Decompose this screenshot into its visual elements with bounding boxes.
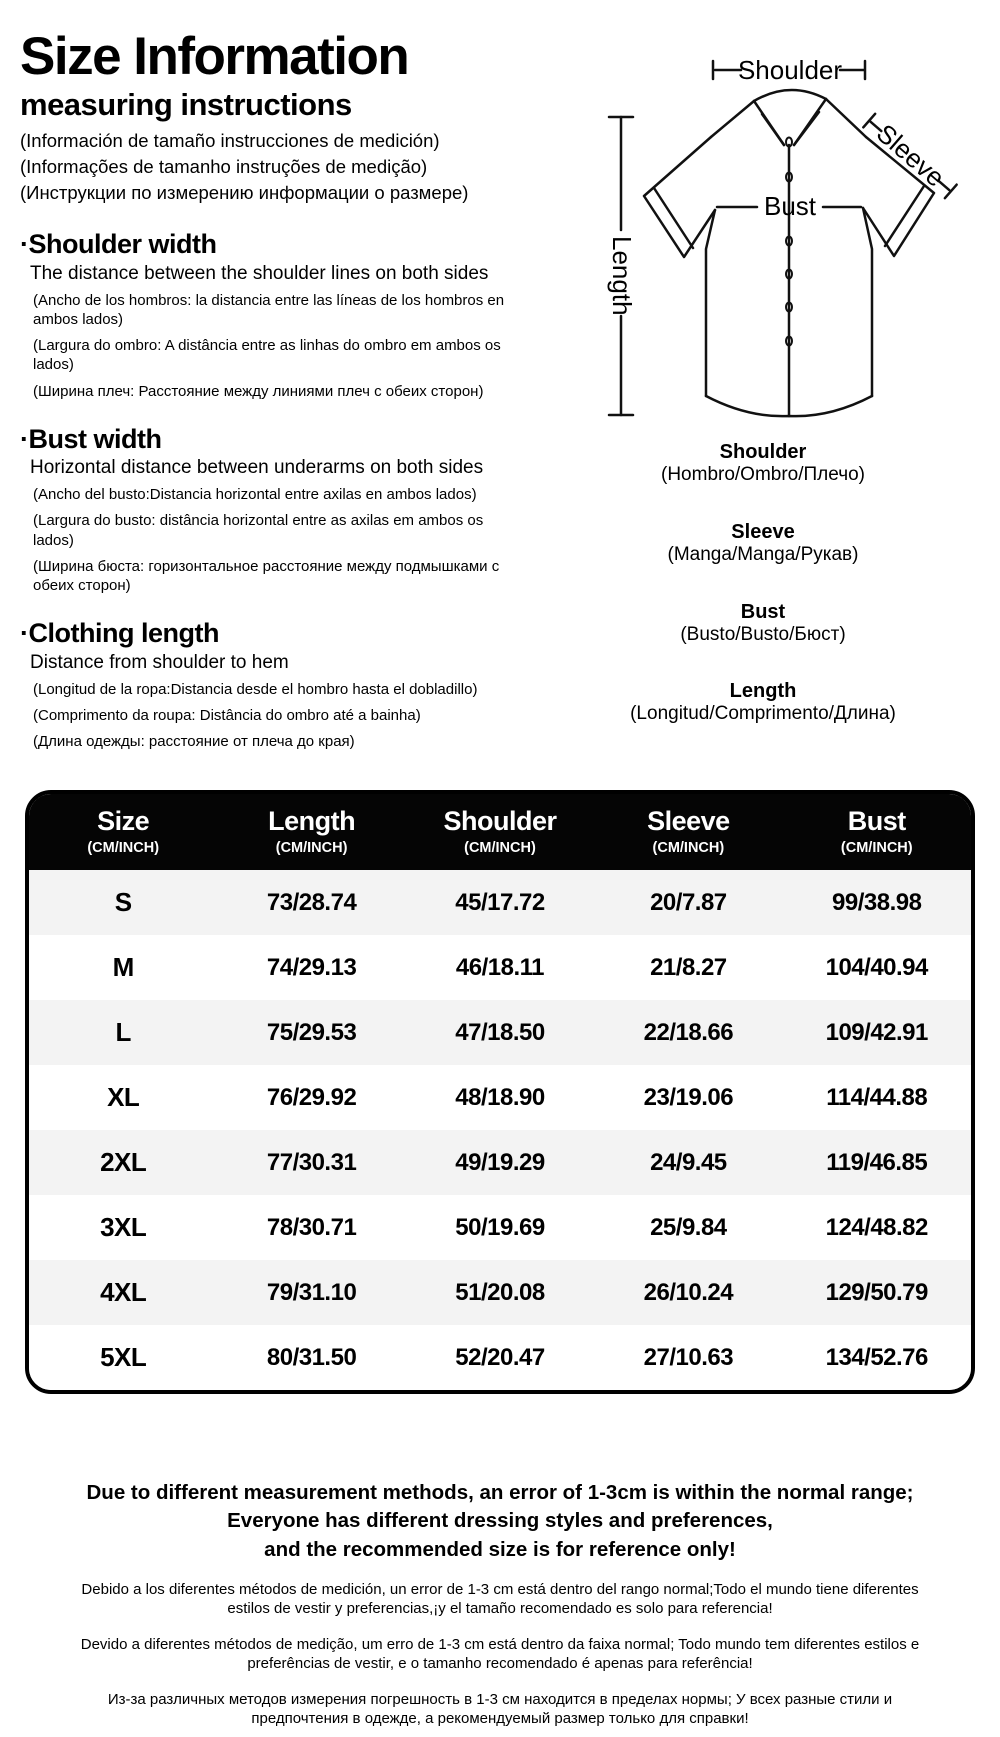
cell-size: 4XL [100,1277,147,1307]
legend-translations: (Longitud/Comprimento/Длина) [630,703,896,725]
column-header-shoulder [406,806,594,856]
cell-length: 78/30.71 [266,1213,357,1241]
cell-sleeve: 24/9.45 [650,1148,727,1176]
disclaimer-line-en: Everyone has different dressing styles and preferences, [227,1509,773,1533]
table-row [29,1195,971,1260]
disclaimer-ru: Из-за различных методов измерения погрешность в 1-3 см находится в пределах нормы; У всех разные стили и предпочтения в одежде, а рекомендуемый размер только для справки! [107,1690,893,1728]
legend-term: Bust [740,600,786,623]
legend-length [543,680,983,726]
diagram-column [525,30,980,725]
title-translation-ru: (Инструкции по измерению информации о размере) [20,182,469,204]
cell-length: 74/29.13 [266,953,357,981]
table-row [29,1325,971,1390]
diagram-sleeve-label: Sleeve [870,117,951,193]
cell-shoulder: 49/19.29 [455,1148,545,1176]
cell-length: 79/31.10 [266,1278,357,1306]
disclaimer-es: Debido a los diferentes métodos de medición, un error de 1-3 cm está dentro del rango normal;Todo el mundo tiene diferentes estilos de vestir y preferencias,¡y el tamaño recomendado es solo para referencia! [81,1580,919,1618]
section-subtitle: Horizontal distance between underarms on both sides [30,457,484,479]
section-translation-pt: (Largura do ombro: A distância entre as linhas do ombro em ambos os lados) [33,337,501,374]
table-row [29,870,971,935]
column-unit: (CM/INCH) [275,840,348,856]
intro-section [0,27,1000,750]
instructions-column [0,27,525,750]
cell-shoulder: 46/18.11 [455,953,545,981]
cell-length: 73/28.74 [266,888,357,916]
section-translation-es: (Longitud de la ropa:Distancia desde el hombro hasta el dobladillo) [33,680,478,698]
cell-shoulder: 51/20.08 [455,1278,545,1306]
legend-translations: (Manga/Manga/Рукав) [667,543,859,565]
cell-shoulder: 45/17.72 [455,888,545,916]
sleeve-measure-line [860,108,961,201]
cell-size: XL [107,1082,140,1112]
column-unit: (CM/INCH) [840,840,913,856]
cell-length: 76/29.92 [266,1083,357,1111]
disclaimer-pt: Devido a diferentes métodos de medição, um erro de 1-3 cm está dentro da faixa normal; Todo mundo tem diferentes estilos e preferências de vestir, e o tamanho recomendado é apenas para referência! [80,1635,920,1673]
title-translation-es: (Información de tamaño instrucciones de medición) [20,129,440,151]
section-title: ·Clothing length [20,618,219,649]
column-label: Sleeve [647,806,730,836]
cell-sleeve: 21/8.27 [650,953,727,981]
cell-bust: 124/48.82 [825,1213,928,1241]
legend-term: Shoulder [719,441,807,463]
column-unit: (CM/INCH) [87,840,160,856]
cell-length: 77/30.31 [266,1148,357,1176]
section-clothing-length [20,619,525,751]
column-label: Length [268,806,356,836]
size-table-header [29,794,971,870]
cell-sleeve: 27/10.63 [643,1343,734,1371]
diagram-legend [543,441,983,726]
cell-sleeve: 26/10.24 [643,1278,734,1306]
cell-shoulder: 47/18.50 [455,1018,545,1046]
section-translation-pt: (Comprimento da roupa: Distância do ombro até a bainha) [33,706,421,724]
section-translation-es: (Ancho del busto:Distancia horizontal entre axilas en ambos lados) [33,486,477,504]
table-row [29,1000,971,1065]
page-title: Size Information [20,27,409,86]
column-unit: (CM/INCH) [464,840,536,856]
cell-size: S [114,887,132,917]
legend-term: Sleeve [731,520,795,543]
disclaimer-section [0,1479,1000,1729]
section-translation-ru: (Ширина бюста: горизонтальное расстояние между подмышками с обеих сторон) [33,557,500,594]
section-subtitle: The distance between the shoulder lines on both sides [30,263,489,285]
page-subtitle: measuring instructions [20,87,352,122]
cell-length: 75/29.53 [266,1018,357,1046]
cell-bust: 134/52.76 [825,1343,928,1371]
legend-shoulder [543,441,983,487]
diagram-shoulder-label: Shoulder [737,55,843,85]
cell-size: 2XL [100,1147,147,1177]
shirt-diagram [543,44,983,429]
diagram-bust-label: Bust [763,191,817,221]
disclaimer-line-en: and the recommended size is for reference only! [264,1537,736,1561]
legend-term: Length [729,680,797,703]
section-translation-ru: (Ширина плеч: Расстояние между линиями плеч с обеих сторон) [33,382,484,400]
cell-bust: 119/46.85 [826,1148,928,1176]
cell-shoulder: 50/19.69 [455,1213,545,1241]
cell-bust: 104/40.94 [825,953,928,981]
legend-bust [543,601,983,647]
cell-bust: 99/38.98 [832,888,922,916]
cell-size: M [112,952,134,982]
size-table [25,790,975,1394]
table-row [29,1260,971,1325]
table-row [29,935,971,1000]
column-unit: (CM/INCH) [652,840,725,856]
section-subtitle: Distance from shoulder to hem [30,651,289,673]
section-title: ·Shoulder width [20,229,217,260]
legend-sleeve [543,521,983,567]
column-header-sleeve [594,806,782,856]
section-bust-width [20,425,525,595]
column-label: Shoulder [443,806,557,836]
section-translation-es: (Ancho de los hombros: la distancia entre las líneas de los hombros en ambos lados) [33,291,505,328]
section-translation-pt: (Largura do busto: distância horizontal entre as axilas em ambos os lados) [33,512,484,549]
cell-size: L [115,1017,131,1047]
legend-translations: (Hombro/Ombro/Плечо) [661,464,865,485]
section-translation-ru: (Длина одежды: расстояние от плеча до края) [33,732,355,750]
column-label: Bust [847,806,906,836]
section-shoulder-width [20,230,525,400]
section-title: ·Bust width [20,423,162,454]
cell-length: 80/31.50 [266,1343,357,1371]
column-header-size [29,806,217,856]
table-row [29,1065,971,1130]
legend-translations: (Busto/Busto/Бюст) [680,623,846,645]
diagram-length-label: Length [607,236,637,316]
cell-size: 5XL [100,1342,147,1372]
cell-bust: 109/42.91 [825,1018,928,1046]
cell-shoulder: 52/20.47 [455,1343,545,1371]
column-header-length [217,806,405,856]
cell-sleeve: 23/19.06 [643,1083,734,1111]
cell-shoulder: 48/18.90 [455,1083,545,1111]
cell-sleeve: 25/9.84 [650,1213,727,1241]
title-translation-pt: (Informações de tamanho instruções de medição) [20,155,428,177]
column-header-bust [783,806,971,856]
cell-bust: 129/50.79 [825,1278,928,1306]
disclaimer-line-en: Due to different measurement methods, an error of 1-3cm is within the normal range; [86,1481,914,1504]
table-row [29,1130,971,1195]
cell-size: 3XL [100,1212,147,1242]
cell-sleeve: 22/18.66 [643,1018,734,1046]
column-label: Size [97,806,150,836]
cell-bust: 114/44.88 [826,1083,928,1111]
cell-sleeve: 20/7.87 [650,888,727,916]
